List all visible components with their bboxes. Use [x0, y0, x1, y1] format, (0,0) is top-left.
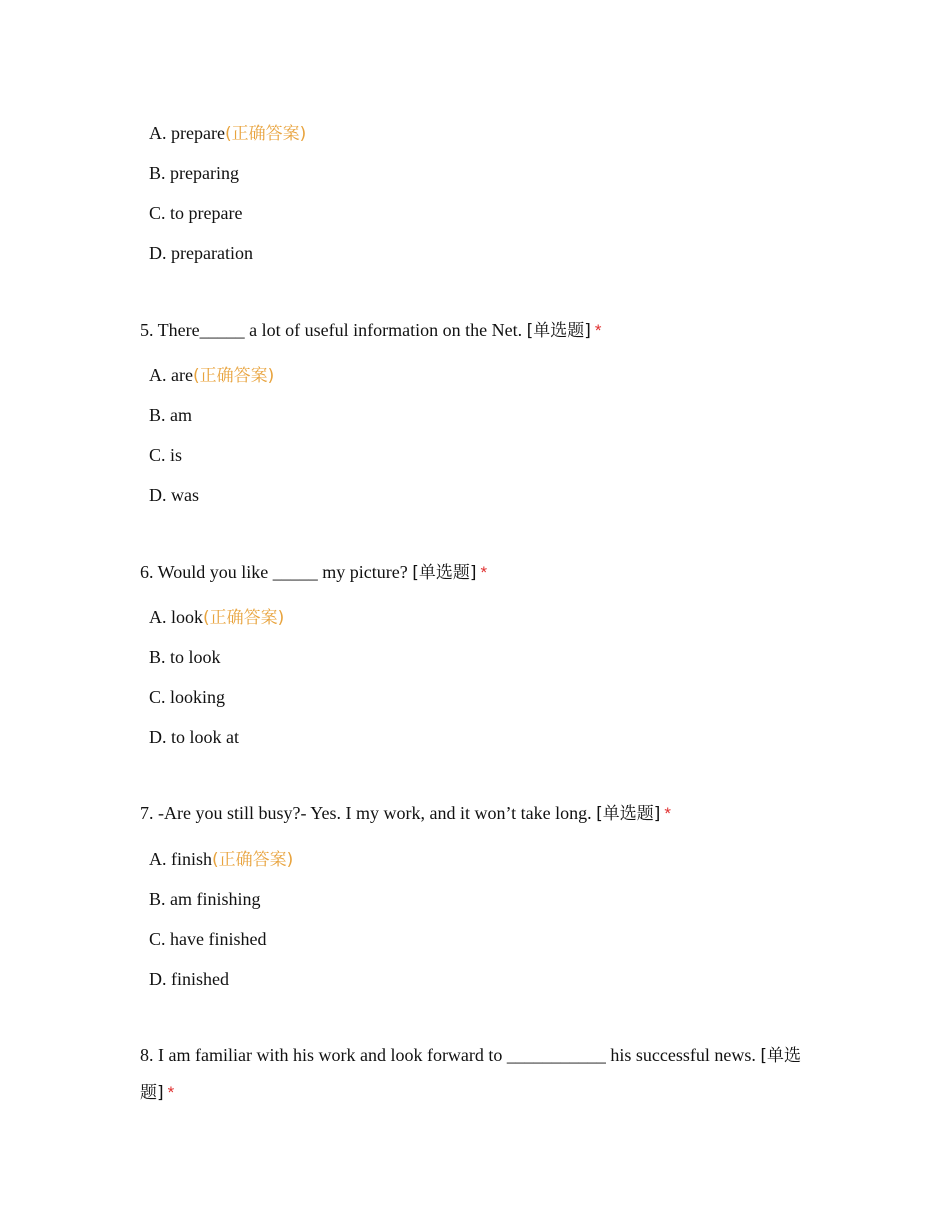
required-marker: * — [594, 321, 602, 340]
option-q7-d[interactable]: D. finished — [149, 969, 229, 989]
question-title: 5. There_____ a lot of useful information on the Net. [单选题] * — [140, 320, 602, 341]
question-title: 6. Would you like _____ my picture? [单选题] * — [140, 562, 488, 583]
option-q5-d[interactable]: D. was — [149, 485, 199, 505]
question-title: 8. I am familiar with his work and look forward to ___________ his successful news. [单选题] * — [140, 1045, 802, 1103]
correct-answer-label: (正确答案) — [212, 850, 294, 870]
option-q4-a[interactable]: A. prepare(正确答案) — [149, 123, 307, 144]
required-marker: * — [480, 563, 488, 582]
option-q4-c[interactable]: C. to prepare — [149, 203, 243, 223]
question-type-label: [单选题] — [596, 804, 661, 824]
option-q5-c[interactable]: C. is — [149, 445, 183, 465]
question-type-label: [单选题] — [526, 321, 591, 341]
required-marker: * — [167, 1083, 175, 1102]
option-q4-d[interactable]: D. preparation — [149, 243, 253, 263]
question-title: 7. -Are you still busy?- Yes. I my work, and it won’t take long. [单选题] * — [140, 803, 672, 824]
option-q7-b[interactable]: B. am finishing — [149, 889, 261, 909]
option-q6-a[interactable]: A. look(正确答案) — [149, 607, 285, 628]
correct-answer-label: (正确答案) — [203, 608, 285, 628]
option-q7-a[interactable]: A. finish(正确答案) — [149, 849, 294, 870]
option-q4-b[interactable]: B. preparing — [149, 163, 239, 183]
option-q5-a[interactable]: A. are(正确答案) — [149, 365, 275, 386]
correct-answer-label: (正确答案) — [192, 366, 275, 386]
option-q6-c[interactable]: C. looking — [149, 687, 226, 707]
question-type-label: [单选题] — [140, 1046, 802, 1103]
option-q7-c[interactable]: C. have finished — [149, 929, 267, 949]
correct-answer-label: (正确答案) — [224, 124, 307, 144]
option-q6-b[interactable]: B. to look — [149, 647, 221, 667]
required-marker: * — [664, 804, 672, 823]
option-q6-d[interactable]: D. to look at — [149, 727, 239, 747]
option-q5-b[interactable]: B. am — [149, 405, 192, 425]
question-type-label: [单选题] — [412, 563, 477, 583]
